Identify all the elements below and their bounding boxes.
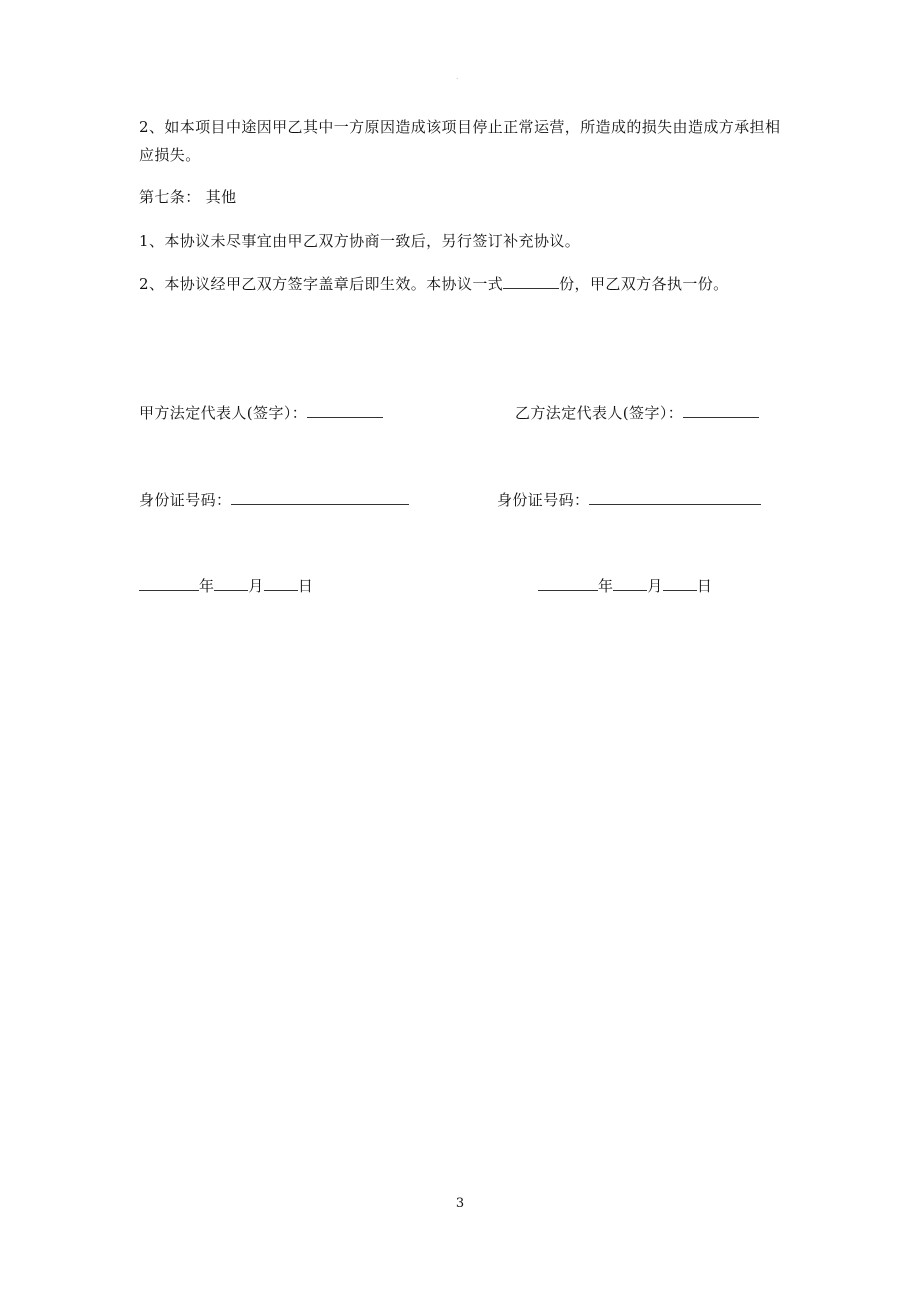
party-a-date: [139, 576, 313, 596]
clause-6-item-2: 2、如本项目中途因甲乙其中一方原因造成该项目停止正常运营，所造成的损失由造成方承担相应损失。: [139, 118, 781, 164]
party-a-year-label: 年: [199, 577, 215, 595]
party-a-month-label: 月: [248, 577, 264, 595]
party-a-rep-label: 甲方法定代表人(签字）：: [139, 404, 308, 422]
article-7-title: 第七条： 其他: [139, 188, 237, 206]
party-b-year-blank[interactable]: [538, 576, 598, 591]
article-7-item-1: 1、本协议未尽事宜由甲乙双方协商一致后，另行签订补充协议。: [139, 232, 581, 250]
party-a-year-blank[interactable]: [139, 576, 199, 591]
party-a-id-blank[interactable]: [231, 490, 409, 505]
party-b-rep-signature: [515, 403, 759, 423]
party-b-year-label: 年: [598, 577, 614, 595]
article-7-item-2: [139, 270, 787, 298]
copies-count-blank[interactable]: [503, 274, 559, 289]
party-b-date: [538, 576, 712, 596]
party-a-signature-blank[interactable]: [307, 403, 383, 418]
page-number: 3: [455, 1196, 465, 1211]
party-a-id-label: 身份证号码：: [139, 491, 232, 509]
party-a-day-label: 日: [297, 577, 314, 595]
party-b-day-label: 日: [696, 577, 713, 595]
party-b-signature-blank[interactable]: [683, 403, 759, 418]
party-b-rep-label: 乙方法定代表人(签字）：: [515, 404, 684, 422]
party-b-id-blank[interactable]: [589, 490, 761, 505]
header-mark: .: [456, 72, 459, 81]
party-b-day-blank[interactable]: [663, 576, 697, 591]
party-a-day-blank[interactable]: [264, 576, 298, 591]
article-7-item-2-tail: 份，甲乙双方各执一份。: [559, 275, 729, 293]
party-a-rep-signature: [139, 403, 383, 423]
party-b-month-blank[interactable]: [613, 576, 647, 591]
article-7-item-2-text: 2、本协议经甲乙双方签字盖章后即生效。本协议一式: [139, 275, 504, 293]
party-a-month-blank[interactable]: [214, 576, 248, 591]
party-b-id-number: [497, 490, 761, 510]
party-a-id-number: [139, 490, 409, 510]
party-b-id-label: 身份证号码：: [497, 491, 590, 509]
party-b-month-label: 月: [647, 577, 663, 595]
